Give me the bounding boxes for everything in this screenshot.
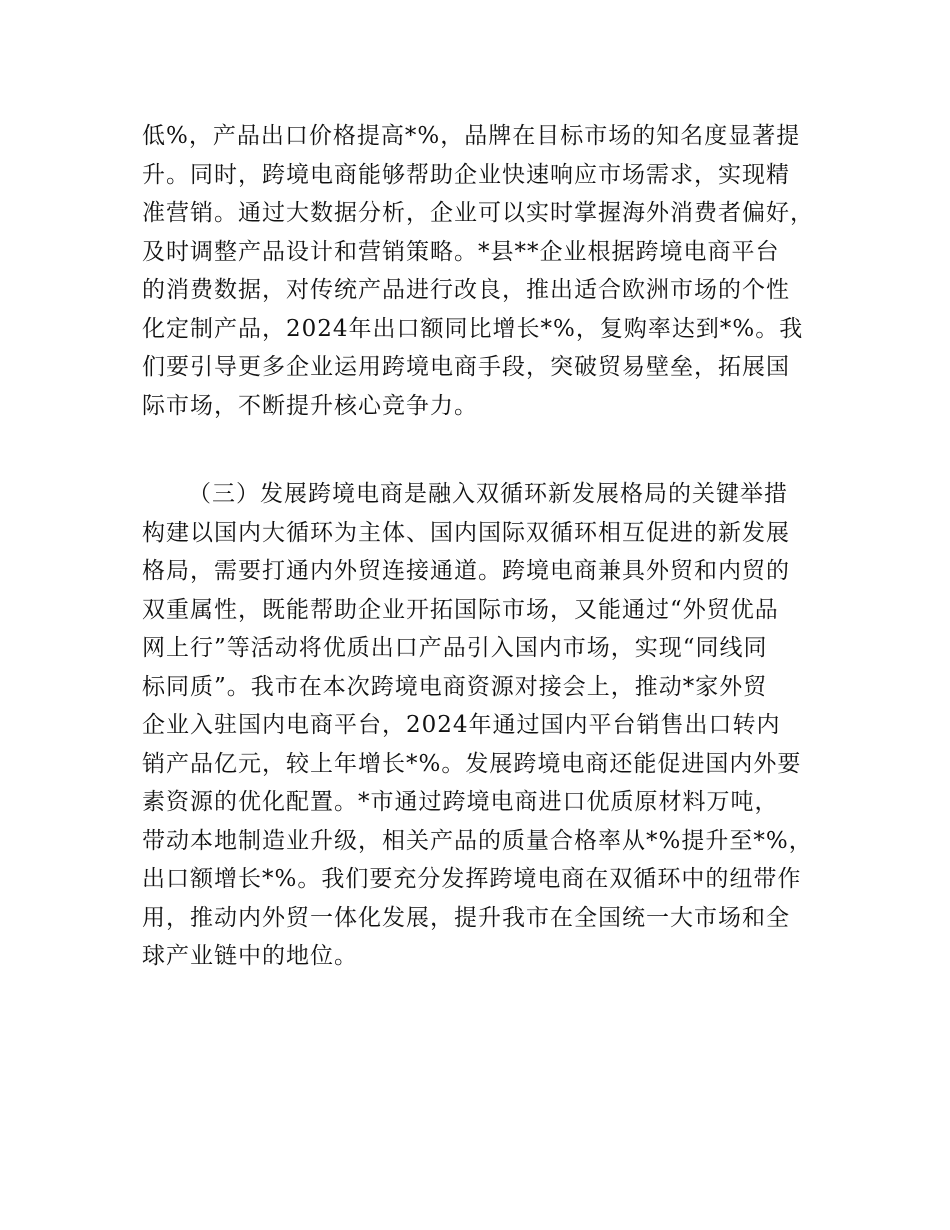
text-line: 素资源的优化配置。*市通过跨境电商进口优质原材料万吨， [142, 789, 779, 815]
text-line: 双重属性，既能帮助企业开拓国际市场，又能通过“外贸优品 [142, 596, 779, 623]
text-line: 及时调整产品设计和营销策略。*县**企业根据跨境电商平台 [142, 238, 780, 265]
text-line: 企业入驻国内电商平台，2024年通过国内平台销售出口转内 [142, 712, 781, 738]
text-line: 网上行”等活动将优质出口产品引入国内市场，实现“同线同 [142, 635, 768, 661]
text-line: 带动本地制造业升级，相关产品的质量合格率从*%提升至*%， [142, 827, 813, 854]
text-line: 销产品亿元，较上年增长*%。发展跨境电商还能促进国内外要 [142, 750, 802, 777]
text-line: 格局，需要打通内外贸连接通道。跨境电商兼具外贸和内贸的 [142, 558, 790, 584]
text-line: 构建以国内大循环为主体、国内国际双循环相互促进的新发展 [142, 519, 790, 546]
section-heading-line: （三）发展跨境电商是融入双循环新发展格局的关键举措 [188, 481, 788, 507]
paragraph-dual-circulation [142, 475, 813, 976]
text-line: 们要引导更多企业运用跨境电商手段，突破贸易壁垒，拓展国 [142, 354, 790, 380]
text-line: 的消费数据，对传统产品进行改良，推出适合欧洲市场的个性 [142, 277, 790, 303]
text-line: 球产业链中的地位。 [142, 943, 358, 969]
text-line: 出口额增长*%。我们要充分发挥跨境电商在双循环中的纽带作 [142, 866, 802, 892]
text-line: 标同质”。我市在本次跨境电商资源对接会上，推动*家外贸 [142, 673, 768, 700]
text-line: 准营销。通过大数据分析，企业可以实时掌握海外消费者偏好， [142, 200, 814, 226]
paragraph-cross-border-marketing [142, 117, 814, 425]
text-line: 用，推动内外贸一体化发展，提升我市在全国统一大市场和全 [142, 904, 790, 931]
text-line: 际市场，不断提升核心竞争力。 [142, 392, 478, 419]
text-line: 低%，产品出口价格提高*%，品牌在目标市场的知名度显著提 [142, 123, 801, 149]
text-line: 升。同时，跨境电商能够帮助企业快速响应市场需求，实现精 [142, 161, 790, 188]
text-line: 化定制产品，2024年出口额同比增长*%，复购率达到*%。我 [142, 315, 804, 342]
